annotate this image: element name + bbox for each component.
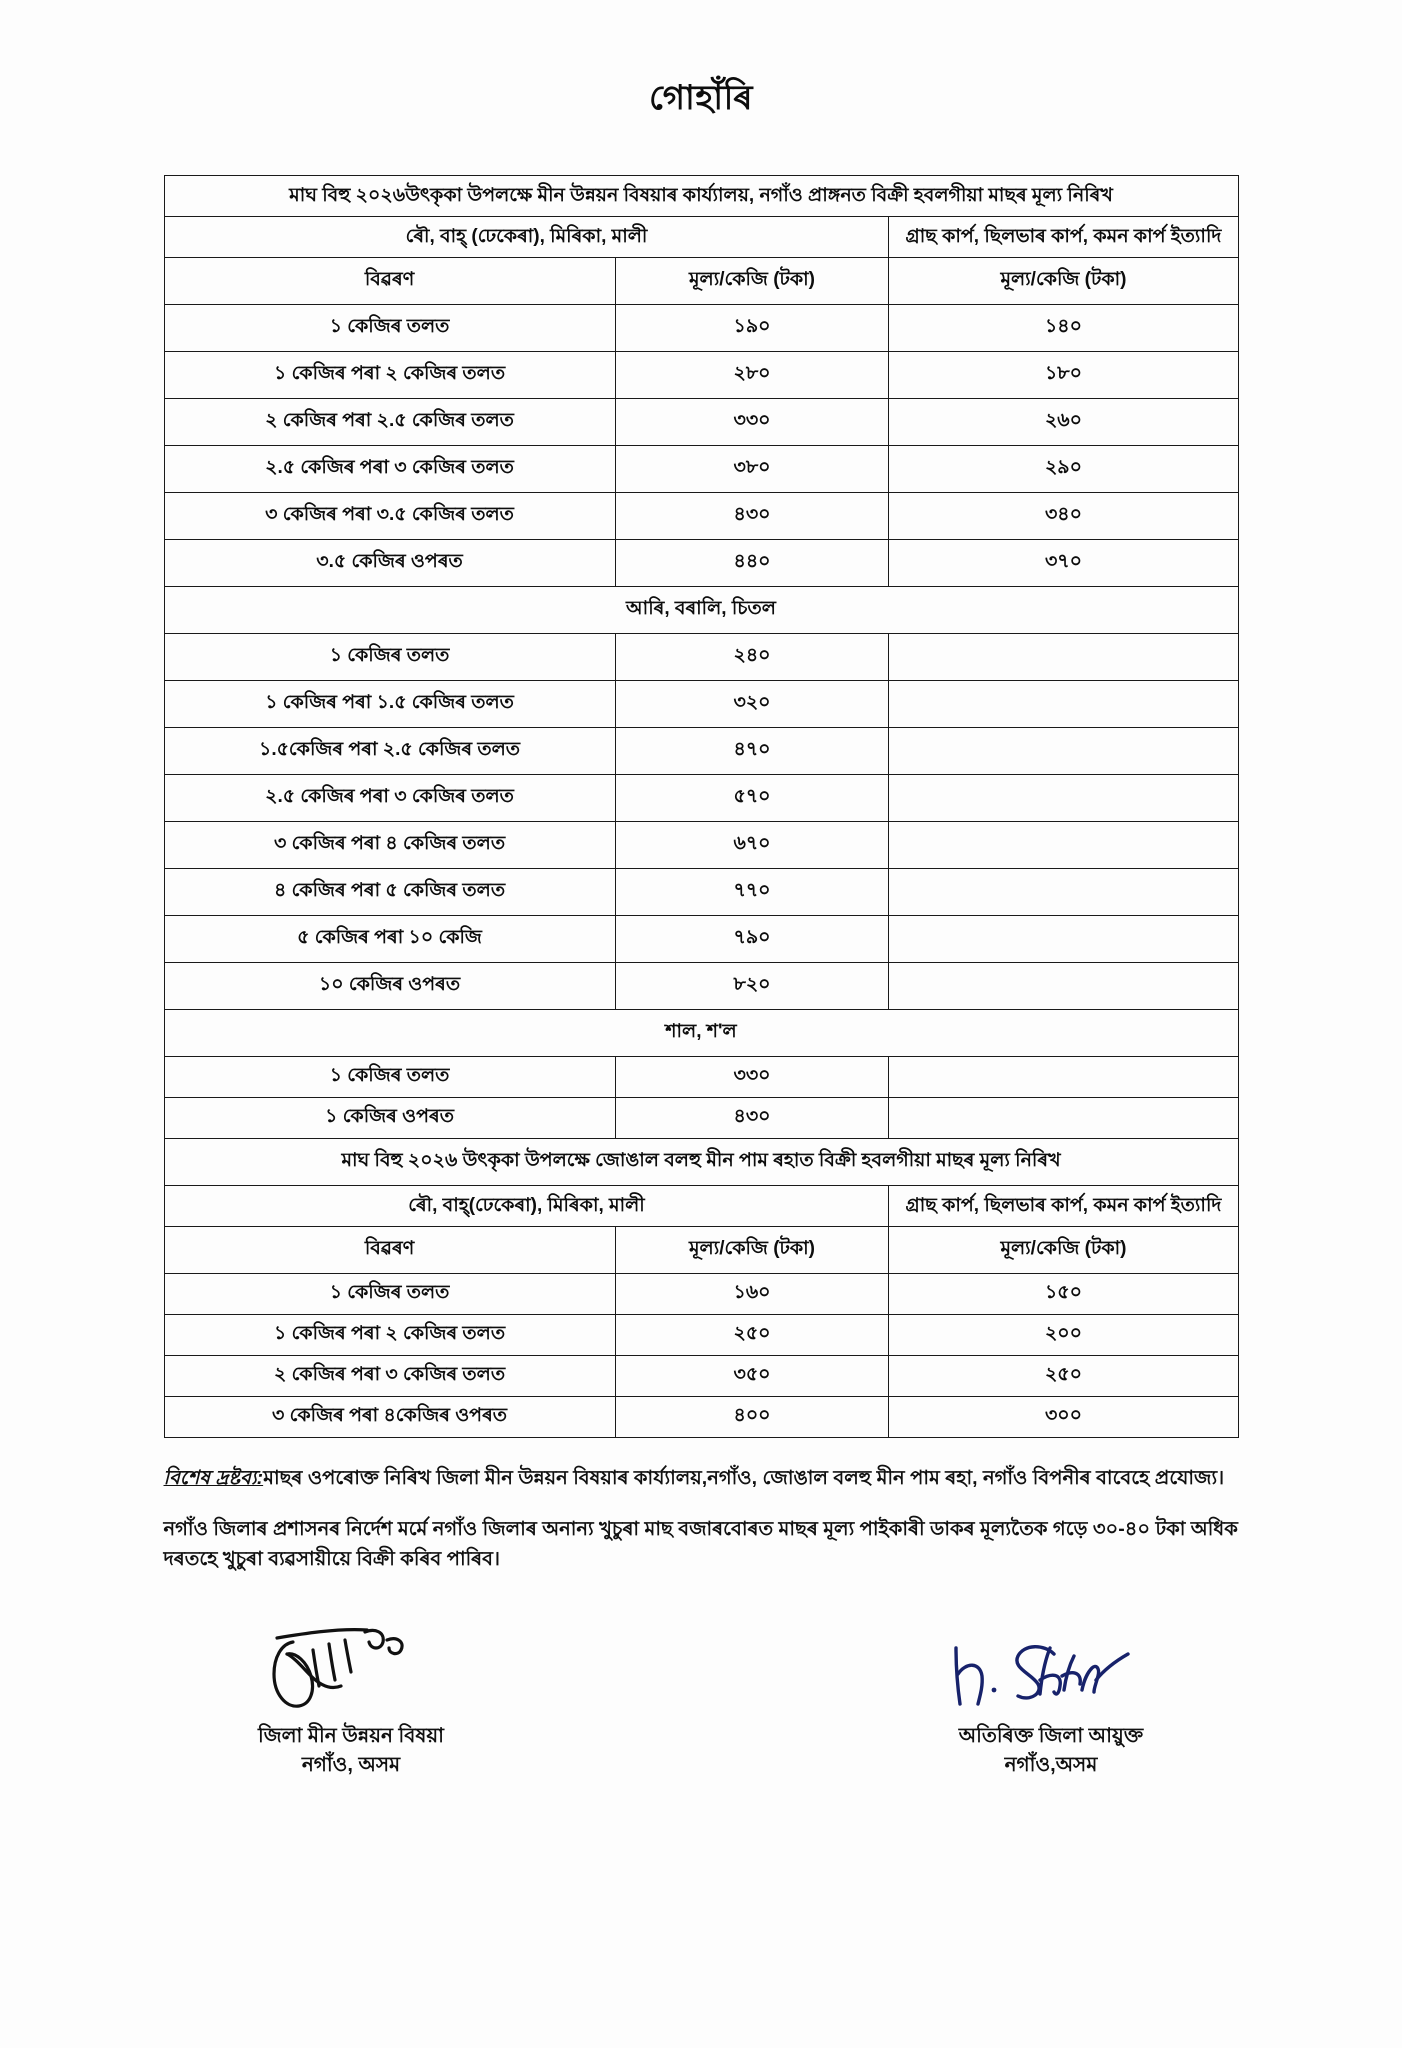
table2-group-header-right: গ্ৰাছ কাৰ্প, ছিলভাৰ কাৰ্প, কমন কাৰ্প ইত্যাদি xyxy=(889,1185,1238,1226)
row-price-2 xyxy=(889,727,1238,774)
row-price-1: ৩৫০ xyxy=(615,1355,889,1396)
row-price-1: ৩৩০ xyxy=(615,398,889,445)
row-desc: ২.৫ কেজিৰ পৰা ৩ কেজিৰ তলত xyxy=(164,445,615,492)
table-row xyxy=(164,868,1238,915)
row-price-2 xyxy=(889,821,1238,868)
row-price-2: ১৪০ xyxy=(889,304,1238,351)
row-desc: ৫ কেজিৰ পৰা ১০ কেজি xyxy=(164,915,615,962)
table1-banner: মাঘ বিহু ২০২৬উৎকৃকা উপলক্ষে মীন উন্নয়ন বিষয়াৰ কাৰ্য্যালয়, নগাঁও প্ৰাঙ্গনত বিক্ৰী হবলগীয়া মাছৰ মূল্য নিৰিখ xyxy=(164,176,1238,217)
row-price-1: ৮২০ xyxy=(615,962,889,1009)
row-desc: ১.৫কেজিৰ পৰা ২.৫ কেজিৰ তলত xyxy=(164,727,615,774)
signature-row xyxy=(136,1628,1266,1779)
table-row xyxy=(164,774,1238,821)
row-desc: ৩ কেজিৰ পৰা ৩.৫ কেজিৰ তলত xyxy=(164,492,615,539)
table-row xyxy=(164,962,1238,1009)
table-row xyxy=(164,445,1238,492)
table-row xyxy=(164,1273,1238,1314)
signature-image-fishery-officer xyxy=(136,1628,566,1720)
table-row xyxy=(164,1097,1238,1138)
row-desc: ২ কেজিৰ পৰা ৩ কেজিৰ তলত xyxy=(164,1355,615,1396)
table-row xyxy=(164,915,1238,962)
row-price-2 xyxy=(889,680,1238,727)
signature-block-additional-commissioner xyxy=(836,1628,1266,1779)
table-row xyxy=(164,539,1238,586)
row-price-1: ২৮০ xyxy=(615,351,889,398)
row-desc: ১ কেজিৰ তলত xyxy=(164,304,615,351)
signature-caption-fishery-officer xyxy=(136,1722,566,1779)
row-price-2: ২৬০ xyxy=(889,398,1238,445)
row-price-1: ৪৩০ xyxy=(615,492,889,539)
row-desc: ১ কেজিৰ তলত xyxy=(164,1056,615,1097)
table1-column-header-row xyxy=(164,257,1238,304)
row-price-1: ৪৭০ xyxy=(615,727,889,774)
row-desc: ১ কেজিৰ তলত xyxy=(164,633,615,680)
table1-col-desc: বিৱৰণ xyxy=(164,257,615,304)
table-row xyxy=(164,680,1238,727)
row-desc: ১০ কেজিৰ ওপৰত xyxy=(164,962,615,1009)
table2-col-price1: মূল্য/কেজি (টকা) xyxy=(615,1226,889,1273)
signature-caption-additional-commissioner xyxy=(836,1722,1266,1779)
row-desc: ১ কেজিৰ তলত xyxy=(164,1273,615,1314)
table-row xyxy=(164,398,1238,445)
row-price-1: ৭৯০ xyxy=(615,915,889,962)
row-price-2 xyxy=(889,915,1238,962)
row-price-1: ২৫০ xyxy=(615,1314,889,1355)
table1-section-header-row xyxy=(164,1009,1238,1056)
row-price-2 xyxy=(889,962,1238,1009)
table1-group-header-right: গ্ৰাছ কাৰ্প, ছিলভাৰ কাৰ্প, কমন কাৰ্প ইত্যাদি xyxy=(889,217,1238,258)
row-price-2 xyxy=(889,774,1238,821)
row-price-2: ৩৭০ xyxy=(889,539,1238,586)
row-price-2: ৩৪০ xyxy=(889,492,1238,539)
table1-group-header-row xyxy=(164,217,1238,258)
price-table-1-wrapper xyxy=(164,175,1239,1438)
row-price-1: ১৬০ xyxy=(615,1273,889,1314)
row-desc: ১ কেজিৰ পৰা ২ কেজিৰ তলত xyxy=(164,1314,615,1355)
table1-group-header-left: ৰৌ, বাহ্‌ (ঢেকেৰা), মিৰিকা, মালী xyxy=(164,217,889,258)
signature-title-line2: নগাঁও,অসম xyxy=(1004,1753,1098,1776)
row-price-2 xyxy=(889,868,1238,915)
row-desc: ৪ কেজিৰ পৰা ৫ কেজিৰ তলত xyxy=(164,868,615,915)
row-price-1: ১৯০ xyxy=(615,304,889,351)
table-row xyxy=(164,1056,1238,1097)
table-row xyxy=(164,304,1238,351)
row-price-1: ৩২০ xyxy=(615,680,889,727)
table-row xyxy=(164,351,1238,398)
table-row xyxy=(164,821,1238,868)
row-price-1: ২৪০ xyxy=(615,633,889,680)
table1-col-price2: মূল্য/কেজি (টকা) xyxy=(889,257,1238,304)
table1-section-header-row xyxy=(164,586,1238,633)
signature-title-line1: জিলা মীন উন্নয়ন বিষয়া xyxy=(258,1725,444,1748)
notes-section xyxy=(164,1464,1239,1575)
row-price-2: ১৫০ xyxy=(889,1273,1238,1314)
row-price-1: ৩৩০ xyxy=(615,1056,889,1097)
row-price-1: ৪৩০ xyxy=(615,1097,889,1138)
table2-col-price2: মূল্য/কেজি (টকা) xyxy=(889,1226,1238,1273)
signature-block-fishery-officer xyxy=(136,1628,566,1779)
special-note xyxy=(164,1464,1239,1494)
row-price-1: ৭৭০ xyxy=(615,868,889,915)
row-price-2: ২৯০ xyxy=(889,445,1238,492)
row-desc: ৩.৫ কেজিৰ ওপৰত xyxy=(164,539,615,586)
row-price-2: ৩০০ xyxy=(889,1396,1238,1437)
row-price-1: ৬৭০ xyxy=(615,821,889,868)
special-note-label: বিশেষ দ্ৰষ্টব্য: xyxy=(163,1466,264,1489)
section-header-shal-shol: শাল, শ'ল xyxy=(164,1009,1238,1056)
row-desc: ৩ কেজিৰ পৰা ৪কেজিৰ ওপৰত xyxy=(164,1396,615,1437)
row-desc: ১ কেজিৰ ওপৰত xyxy=(164,1097,615,1138)
row-price-1: ৪০০ xyxy=(615,1396,889,1437)
table-row xyxy=(164,492,1238,539)
page-title: গোহাঁৰি xyxy=(648,79,754,117)
table-row xyxy=(164,633,1238,680)
table-row xyxy=(164,1396,1238,1437)
row-desc: ২ কেজিৰ পৰা ২.৫ কেজিৰ তলত xyxy=(164,398,615,445)
row-price-1: ৫৭০ xyxy=(615,774,889,821)
table2-column-header-row xyxy=(164,1226,1238,1273)
table-row xyxy=(164,1314,1238,1355)
table-row xyxy=(164,1355,1238,1396)
row-desc: ৩ কেজিৰ পৰা ৪ কেজিৰ তলত xyxy=(164,821,615,868)
table1-col-price1: মূল্য/কেজি (টকা) xyxy=(615,257,889,304)
special-note-body: মাছৰ ওপৰোক্ত নিৰিখ জিলা মীন উন্নয়ন বিষয়াৰ কাৰ্য্যালয়,নগাঁও, জোঙাল বলহু মীন পাম ৰহা, নগাঁও বিপনীৰ বাবেহে প্ৰযোজ্য। xyxy=(263,1466,1225,1489)
table2-col-desc: বিৱৰণ xyxy=(164,1226,615,1273)
row-price-1: ৪৪০ xyxy=(615,539,889,586)
row-price-2 xyxy=(889,1056,1238,1097)
price-table-1 xyxy=(164,175,1239,1438)
row-desc: ১ কেজিৰ পৰা ২ কেজিৰ তলত xyxy=(164,351,615,398)
table1-banner-row xyxy=(164,176,1238,217)
retail-price-note: নগাঁও জিলাৰ প্ৰশাসনৰ নিৰ্দেশ মৰ্মে নগাঁও জিলাৰ অনান্য খুচুৰা মাছ বজাৰবোৰত মাছৰ মূল্য পাইকাৰী ডাকৰ মূল্যতৈক গড়ে ৩০-৪০ টকা অধিক দৰতহে খুচুৰা ব্যৱসায়ীয়ে বিক্ৰী কৰিব পাৰিব। xyxy=(163,1518,1238,1570)
row-price-1: ৩৮০ xyxy=(615,445,889,492)
signature-title-line1: অতিৰিক্ত জিলা আয়ুক্ত xyxy=(958,1725,1144,1748)
row-price-2: ২০০ xyxy=(889,1314,1238,1355)
row-price-2 xyxy=(889,633,1238,680)
row-desc: ২.৫ কেজিৰ পৰা ৩ কেজিৰ তলত xyxy=(164,774,615,821)
table2-group-header-row xyxy=(164,1185,1238,1226)
table2-banner-row xyxy=(164,1138,1238,1185)
row-price-2 xyxy=(889,1097,1238,1138)
table-row xyxy=(164,727,1238,774)
table2-group-header-left: ৰৌ, বাহ্‌(ঢেকেৰা), মিৰিকা, মালী xyxy=(164,1185,889,1226)
signature-image-additional-commissioner xyxy=(836,1628,1266,1720)
signature-title-line2: নগাঁও, অসম xyxy=(301,1753,401,1776)
row-price-2: ১৮০ xyxy=(889,351,1238,398)
section-header-ari-barali-chital: আৰি, বৰালি, চিতল xyxy=(164,586,1238,633)
row-desc: ১ কেজিৰ পৰা ১.৫ কেজিৰ তলত xyxy=(164,680,615,727)
row-price-2: ২৫০ xyxy=(889,1355,1238,1396)
table2-banner: মাঘ বিহু ২০২৬ উৎকৃকা উপলক্ষে জোঙাল বলহু মীন পাম ৰহাত বিক্ৰী হবলগীয়া মাছৰ মূল্য নিৰিখ xyxy=(164,1138,1238,1185)
